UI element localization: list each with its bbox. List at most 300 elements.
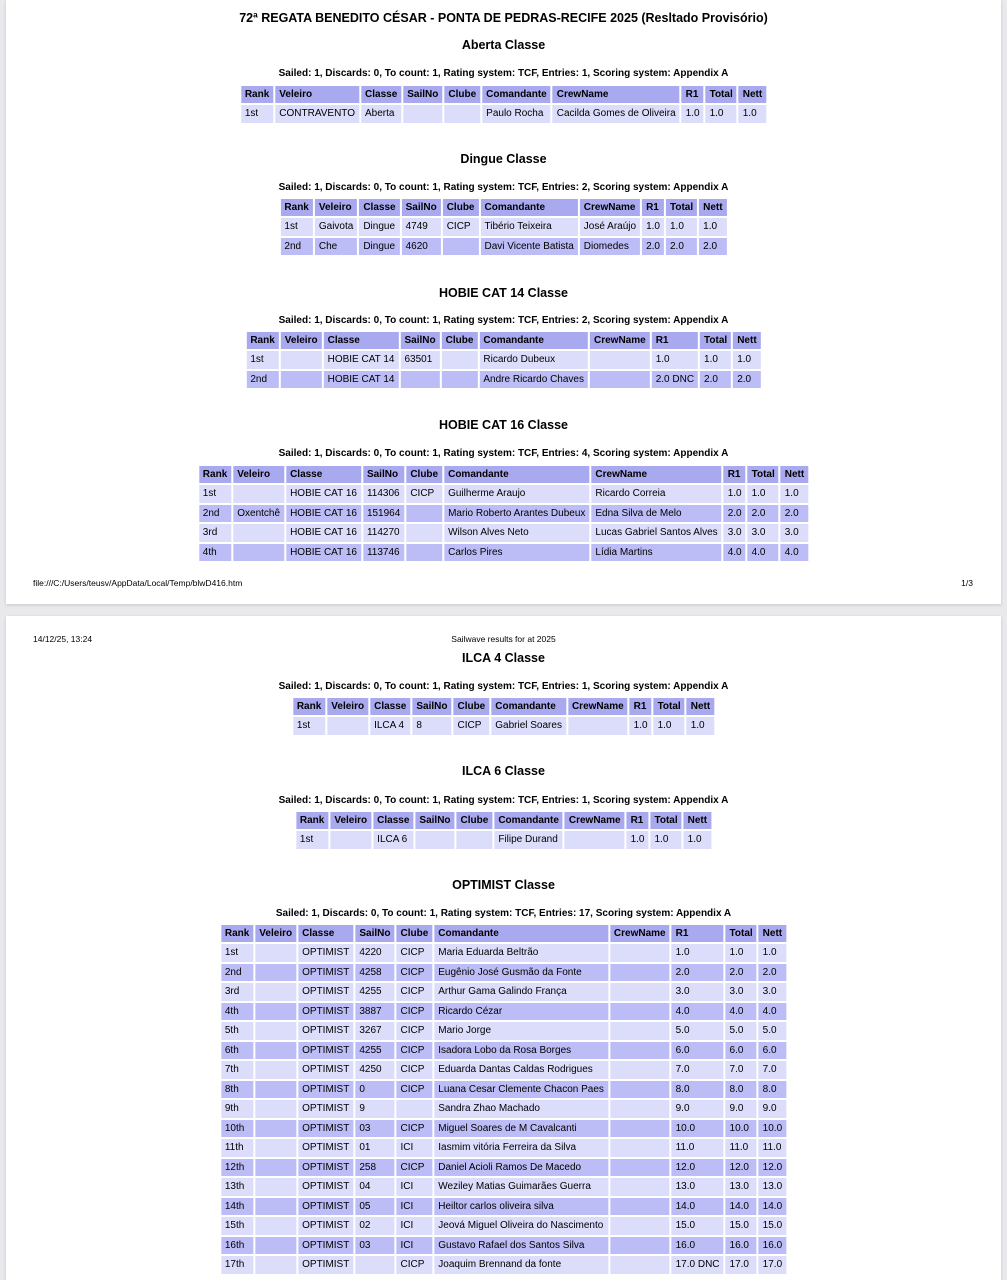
cell-r1: 15.0: [672, 1217, 724, 1235]
cell-total: 8.0: [726, 1081, 757, 1099]
cell-classe: OPTIMIST: [298, 1139, 353, 1157]
cell-veleiro: [255, 1198, 296, 1216]
table-header-row: [241, 86, 766, 103]
cell-total: 9.0: [726, 1100, 757, 1118]
column-header-r1: R1: [642, 199, 664, 216]
cell-total: 6.0: [726, 1042, 757, 1060]
class-title: Dingue Classe: [460, 152, 547, 166]
cell-nett: 5.0: [759, 1022, 786, 1040]
cell-clube: ICI: [396, 1217, 432, 1235]
cell-nett: 6.0: [759, 1042, 786, 1060]
cell-sailno: 01: [355, 1139, 394, 1157]
cell-comandante: Weziley Matias Guimarães Guerra: [434, 1178, 608, 1196]
column-header-comandante: Comandante: [494, 812, 563, 829]
cell-nett: 13.0: [759, 1178, 786, 1196]
column-header-classe: Classe: [361, 86, 401, 103]
cell-r1: 1.0: [682, 105, 704, 123]
cell-crewname: [610, 1022, 670, 1040]
table-row: [221, 1003, 786, 1021]
column-header-rank: Rank: [199, 466, 231, 483]
column-header-crewname: CrewName: [553, 86, 680, 103]
column-header-nett: Nett: [733, 332, 760, 349]
cell-sailno: 3267: [355, 1022, 394, 1040]
cell-comandante: Luana Cesar Clemente Chacon Paes: [434, 1081, 608, 1099]
cell-r1: 2.0: [672, 964, 724, 982]
cell-crewname: [610, 1042, 670, 1060]
cell-nett: 17.0: [759, 1256, 786, 1274]
cell-nett: 1.0: [733, 351, 760, 369]
cell-total: 1.0: [706, 105, 737, 123]
cell-r1: 2.0: [724, 505, 746, 523]
cell-total: 5.0: [726, 1022, 757, 1040]
cell-rank: 17th: [221, 1256, 253, 1274]
cell-crewname: [568, 717, 628, 735]
column-header-crewname: CrewName: [591, 466, 721, 483]
table-header-row: [221, 925, 786, 942]
cell-classe: OPTIMIST: [298, 1042, 353, 1060]
cell-sailno: [415, 831, 454, 849]
cell-clube: CICP: [443, 218, 479, 236]
cell-nett: 9.0: [759, 1100, 786, 1118]
footer-file-path: file:///C:/Users/teusv/AppData/Local/Temp/blwD416.htm: [33, 578, 243, 588]
table-row: [246, 351, 760, 369]
cell-r1: 7.0: [672, 1061, 724, 1079]
cell-classe: OPTIMIST: [298, 1100, 353, 1118]
cell-nett: 4.0: [781, 544, 808, 562]
cell-sailno: 4220: [355, 944, 394, 962]
cell-r1: 3.0: [672, 983, 724, 1001]
cell-clube: CICP: [396, 1120, 432, 1138]
cell-sailno: 258: [355, 1159, 394, 1177]
cell-clube: [406, 505, 442, 523]
cell-classe: HOBIE CAT 14: [324, 371, 399, 389]
cell-veleiro: [255, 944, 296, 962]
cell-comandante: Sandra Zhao Machado: [434, 1100, 608, 1118]
cell-rank: 15th: [221, 1217, 253, 1235]
cell-rank: 1st: [246, 351, 278, 369]
cell-rank: 3rd: [199, 524, 231, 542]
cell-rank: 9th: [221, 1100, 253, 1118]
column-header-comandante: Comandante: [480, 199, 577, 216]
cell-sailno: 4255: [355, 983, 394, 1001]
footer-page-number: 1/3: [961, 578, 973, 588]
cell-veleiro: CONTRAVENTO: [275, 105, 359, 123]
table-header-row: [246, 332, 760, 349]
column-header-r1: R1: [630, 698, 652, 715]
cell-veleiro: [255, 1061, 296, 1079]
cell-classe: OPTIMIST: [298, 1178, 353, 1196]
cell-crewname: [610, 1120, 670, 1138]
cell-comandante: Wilson Alves Neto: [444, 524, 589, 542]
cell-classe: HOBIE CAT 14: [324, 351, 399, 369]
table-row: [199, 505, 808, 523]
class-summary: Sailed: 1, Discards: 0, To count: 1, Rating system: TCF, Entries: 2, Scoring system: Appendix A: [278, 182, 729, 193]
cell-r1: 8.0: [672, 1081, 724, 1099]
cell-rank: 2nd: [280, 238, 312, 256]
cell-r1: 1.0: [652, 351, 698, 369]
cell-clube: CICP: [396, 1159, 432, 1177]
cell-nett: 3.0: [759, 983, 786, 1001]
table-header-row: [280, 199, 726, 216]
cell-classe: HOBIE CAT 16: [286, 485, 361, 503]
cell-clube: CICP: [396, 1256, 432, 1274]
results-table: [244, 330, 762, 390]
cell-sailno: 0: [355, 1081, 394, 1099]
cell-comandante: Maria Eduarda Beltrão: [434, 944, 608, 962]
cell-comandante: Jeová Miguel Oliveira do Nascimento: [434, 1217, 608, 1235]
cell-classe: HOBIE CAT 16: [286, 524, 361, 542]
table-row: [221, 1081, 786, 1099]
cell-sailno: 03: [355, 1120, 394, 1138]
header-title: Sailwave results for at 2025: [451, 634, 556, 644]
document-title: 72ª REGATA BENEDITO CÉSAR - PONTA DE PEDRAS-RECIFE 2025 (Resltado Provisório): [239, 11, 768, 25]
table-row: [221, 1139, 786, 1157]
cell-r1: 14.0: [672, 1198, 724, 1216]
table-row: [241, 105, 766, 123]
table-row: [221, 1237, 786, 1255]
cell-sailno: 4749: [402, 218, 441, 236]
cell-nett: 1.0: [739, 105, 766, 123]
cell-sailno: 3887: [355, 1003, 394, 1021]
cell-comandante: Gabriel Soares: [491, 717, 566, 735]
column-header-r1: R1: [724, 466, 746, 483]
cell-rank: 7th: [221, 1061, 253, 1079]
cell-rank: 8th: [221, 1081, 253, 1099]
cell-r1: 1.0: [627, 831, 649, 849]
cell-r1: 6.0: [672, 1042, 724, 1060]
cell-classe: OPTIMIST: [298, 1061, 353, 1079]
cell-clube: [444, 105, 480, 123]
results-table: [291, 696, 716, 737]
cell-comandante: Heiltor carlos oliveira silva: [434, 1198, 608, 1216]
cell-r1: 16.0: [672, 1237, 724, 1255]
cell-comandante: Daniel Acioli Ramos De Macedo: [434, 1159, 608, 1177]
cell-classe: OPTIMIST: [298, 1003, 353, 1021]
cell-clube: [442, 351, 478, 369]
cell-clube: CICP: [396, 983, 432, 1001]
column-header-total: Total: [726, 925, 757, 942]
results-page-1: [6, 0, 1001, 604]
cell-classe: OPTIMIST: [298, 983, 353, 1001]
cell-veleiro: [330, 831, 371, 849]
cell-crewname: Ricardo Correia: [591, 485, 721, 503]
column-header-clube: Clube: [444, 86, 480, 103]
cell-clube: ICI: [396, 1237, 432, 1255]
cell-sailno: 63501: [400, 351, 439, 369]
cell-clube: CICP: [396, 944, 432, 962]
cell-r1: 13.0: [672, 1178, 724, 1196]
cell-comandante: Ricardo Dubeux: [479, 351, 588, 369]
cell-crewname: Edna Silva de Melo: [591, 505, 721, 523]
cell-nett: 3.0: [781, 524, 808, 542]
cell-r1: 11.0: [672, 1139, 724, 1157]
cell-clube: [443, 238, 479, 256]
column-header-veleiro: Veleiro: [233, 466, 284, 483]
table-row: [221, 1042, 786, 1060]
cell-comandante: Tibério Teixeira: [480, 218, 577, 236]
column-header-nett: Nett: [739, 86, 766, 103]
cell-clube: [457, 831, 493, 849]
cell-veleiro: [255, 1178, 296, 1196]
cell-r1: 1.0: [642, 218, 664, 236]
cell-sailno: 4258: [355, 964, 394, 982]
column-header-nett: Nett: [781, 466, 808, 483]
class-title: Aberta Classe: [461, 38, 546, 52]
cell-comandante: Isadora Lobo da Rosa Borges: [434, 1042, 608, 1060]
cell-crewname: [610, 1061, 670, 1079]
cell-clube: ICI: [396, 1198, 432, 1216]
cell-veleiro: [281, 351, 322, 369]
class-summary: Sailed: 1, Discards: 0, To count: 1, Rating system: TCF, Entries: 17, Scoring system: Appendix A: [275, 908, 732, 919]
cell-veleiro: [255, 983, 296, 1001]
cell-classe: OPTIMIST: [298, 964, 353, 982]
cell-nett: 1.0: [699, 218, 726, 236]
class-summary: Sailed: 1, Discards: 0, To count: 1, Rating system: TCF, Entries: 1, Scoring system: Appendix A: [278, 681, 729, 692]
cell-sailno: 4250: [355, 1061, 394, 1079]
cell-veleiro: [255, 1237, 296, 1255]
column-header-rank: Rank: [241, 86, 273, 103]
cell-crewname: [610, 1003, 670, 1021]
cell-total: 15.0: [726, 1217, 757, 1235]
column-header-rank: Rank: [280, 199, 312, 216]
cell-total: 13.0: [726, 1178, 757, 1196]
column-header-comandante: Comandante: [479, 332, 588, 349]
cell-clube: CICP: [406, 485, 442, 503]
cell-sailno: 4620: [402, 238, 441, 256]
cell-clube: [406, 544, 442, 562]
cell-r1: 4.0: [672, 1003, 724, 1021]
column-header-crewname: CrewName: [590, 332, 650, 349]
cell-veleiro: [233, 544, 284, 562]
column-header-r1: R1: [652, 332, 698, 349]
column-header-nett: Nett: [699, 199, 726, 216]
cell-sailno: [355, 1256, 394, 1274]
cell-veleiro: [255, 964, 296, 982]
cell-rank: 6th: [221, 1042, 253, 1060]
column-header-classe: Classe: [324, 332, 399, 349]
cell-sailno: [400, 371, 439, 389]
column-header-veleiro: Veleiro: [255, 925, 296, 942]
cell-veleiro: [255, 1042, 296, 1060]
cell-comandante: Eugênio José Gusmão da Fonte: [434, 964, 608, 982]
cell-crewname: [610, 1100, 670, 1118]
cell-rank: 4th: [221, 1003, 253, 1021]
cell-rank: 1st: [199, 485, 231, 503]
column-header-nett: Nett: [687, 698, 714, 715]
table-row: [280, 238, 726, 256]
cell-clube: [442, 371, 478, 389]
cell-r1: 1.0: [630, 717, 652, 735]
cell-rank: 1st: [241, 105, 273, 123]
cell-comandante: Filipe Durand: [494, 831, 563, 849]
table-header-row: [199, 466, 808, 483]
cell-clube: [396, 1100, 432, 1118]
column-header-veleiro: Veleiro: [327, 698, 368, 715]
class-title: HOBIE CAT 16 Classe: [439, 418, 568, 432]
column-header-nett: Nett: [684, 812, 711, 829]
column-header-veleiro: Veleiro: [315, 199, 357, 216]
column-header-sailno: SailNo: [400, 332, 439, 349]
cell-crewname: [610, 1198, 670, 1216]
cell-veleiro: [255, 1139, 296, 1157]
cell-total: 16.0: [726, 1237, 757, 1255]
table-row: [221, 1061, 786, 1079]
cell-clube: CICP: [396, 1081, 432, 1099]
header-datetime: 14/12/25, 13:24: [33, 634, 93, 644]
cell-r1: 4.0: [724, 544, 746, 562]
class-title: ILCA 6 Classe: [462, 764, 545, 778]
column-header-rank: Rank: [246, 332, 278, 349]
column-header-crewname: CrewName: [610, 925, 670, 942]
cell-rank: 10th: [221, 1120, 253, 1138]
cell-rank: 2nd: [246, 371, 278, 389]
cell-comandante: Mario Jorge: [434, 1022, 608, 1040]
cell-crewname: [565, 831, 625, 849]
cell-crewname: [610, 1256, 670, 1274]
cell-total: 10.0: [726, 1120, 757, 1138]
table-row: [221, 1159, 786, 1177]
cell-r1: 10.0: [672, 1120, 724, 1138]
cell-veleiro: [233, 485, 284, 503]
column-header-rank: Rank: [293, 698, 325, 715]
cell-rank: 16th: [221, 1237, 253, 1255]
cell-rank: 1st: [296, 831, 328, 849]
cell-clube: CICP: [396, 1061, 432, 1079]
table-row: [296, 831, 711, 849]
cell-r1: 12.0: [672, 1159, 724, 1177]
column-header-total: Total: [666, 199, 697, 216]
cell-clube: CICP: [396, 1003, 432, 1021]
cell-total: 12.0: [726, 1159, 757, 1177]
cell-veleiro: [255, 1256, 296, 1274]
cell-crewname: [610, 1139, 670, 1157]
cell-classe: ILCA 4: [370, 717, 410, 735]
column-header-sailno: SailNo: [412, 698, 451, 715]
cell-r1: 2.0 DNC: [652, 371, 698, 389]
results-table: [219, 923, 788, 1276]
cell-nett: 2.0: [781, 505, 808, 523]
cell-total: 14.0: [726, 1198, 757, 1216]
cell-sailno: 151964: [363, 505, 404, 523]
cell-crewname: Diomedes: [580, 238, 640, 256]
column-header-crewname: CrewName: [568, 698, 628, 715]
cell-total: 3.0: [748, 524, 779, 542]
column-header-rank: Rank: [221, 925, 253, 942]
cell-classe: HOBIE CAT 16: [286, 544, 361, 562]
cell-nett: 8.0: [759, 1081, 786, 1099]
table-row: [199, 485, 808, 503]
column-header-total: Total: [706, 86, 737, 103]
cell-sailno: 4255: [355, 1042, 394, 1060]
cell-veleiro: [233, 524, 284, 542]
cell-sailno: 02: [355, 1217, 394, 1235]
cell-veleiro: Oxentchê: [233, 505, 284, 523]
results-table: [294, 810, 713, 851]
cell-classe: Dingue: [359, 238, 399, 256]
cell-classe: OPTIMIST: [298, 1198, 353, 1216]
cell-veleiro: [255, 1081, 296, 1099]
table-row: [221, 1100, 786, 1118]
cell-nett: 2.0: [699, 238, 726, 256]
cell-total: 4.0: [748, 544, 779, 562]
column-header-total: Total: [654, 698, 685, 715]
cell-crewname: [590, 371, 650, 389]
cell-classe: Aberta: [361, 105, 401, 123]
results-page-2: [6, 616, 1001, 1280]
cell-nett: 14.0: [759, 1198, 786, 1216]
cell-clube: [406, 524, 442, 542]
column-header-sailno: SailNo: [403, 86, 442, 103]
cell-veleiro: [255, 1100, 296, 1118]
column-header-clube: Clube: [396, 925, 432, 942]
class-title: HOBIE CAT 14 Classe: [439, 286, 568, 300]
cell-comandante: Guilherme Araujo: [444, 485, 589, 503]
cell-r1: 9.0: [672, 1100, 724, 1118]
class-title: ILCA 4 Classe: [462, 651, 545, 665]
cell-veleiro: [327, 717, 368, 735]
table-row: [199, 544, 808, 562]
cell-total: 1.0: [700, 351, 731, 369]
cell-sailno: 03: [355, 1237, 394, 1255]
column-header-classe: Classe: [373, 812, 413, 829]
cell-r1: 1.0: [672, 944, 724, 962]
cell-clube: CICP: [396, 964, 432, 982]
cell-sailno: [403, 105, 442, 123]
cell-crewname: Cacilda Gomes de Oliveira: [553, 105, 680, 123]
column-header-veleiro: Veleiro: [330, 812, 371, 829]
cell-clube: ICI: [396, 1139, 432, 1157]
cell-r1: 5.0: [672, 1022, 724, 1040]
table-row: [280, 218, 726, 236]
cell-crewname: [610, 1159, 670, 1177]
cell-classe: HOBIE CAT 16: [286, 505, 361, 523]
cell-comandante: Gustavo Rafael dos Santos Silva: [434, 1237, 608, 1255]
cell-nett: 7.0: [759, 1061, 786, 1079]
column-header-clube: Clube: [406, 466, 442, 483]
column-header-classe: Classe: [370, 698, 410, 715]
cell-total: 11.0: [726, 1139, 757, 1157]
cell-sailno: 113746: [363, 544, 404, 562]
column-header-total: Total: [700, 332, 731, 349]
results-table: [239, 84, 768, 125]
cell-total: 2.0: [748, 505, 779, 523]
column-header-total: Total: [650, 812, 681, 829]
cell-crewname: [610, 944, 670, 962]
cell-crewname: Lídia Martins: [591, 544, 721, 562]
table-row: [221, 1198, 786, 1216]
cell-classe: OPTIMIST: [298, 1120, 353, 1138]
cell-rank: 2nd: [221, 964, 253, 982]
column-header-crewname: CrewName: [565, 812, 625, 829]
column-header-crewname: CrewName: [580, 199, 640, 216]
column-header-nett: Nett: [759, 925, 786, 942]
column-header-classe: Classe: [286, 466, 361, 483]
cell-sailno: 04: [355, 1178, 394, 1196]
cell-rank: 3rd: [221, 983, 253, 1001]
cell-comandante: Ricardo Cézar: [434, 1003, 608, 1021]
cell-rank: 1st: [221, 944, 253, 962]
class-summary: Sailed: 1, Discards: 0, To count: 1, Rating system: TCF, Entries: 4, Scoring system: Appendix A: [278, 448, 729, 459]
cell-sailno: 9: [355, 1100, 394, 1118]
cell-rank: 5th: [221, 1022, 253, 1040]
cell-total: 1.0: [654, 717, 685, 735]
cell-total: 1.0: [726, 944, 757, 962]
cell-veleiro: [281, 371, 322, 389]
column-header-clube: Clube: [442, 332, 478, 349]
cell-clube: CICP: [396, 1022, 432, 1040]
cell-rank: 14th: [221, 1198, 253, 1216]
cell-crewname: [610, 1178, 670, 1196]
